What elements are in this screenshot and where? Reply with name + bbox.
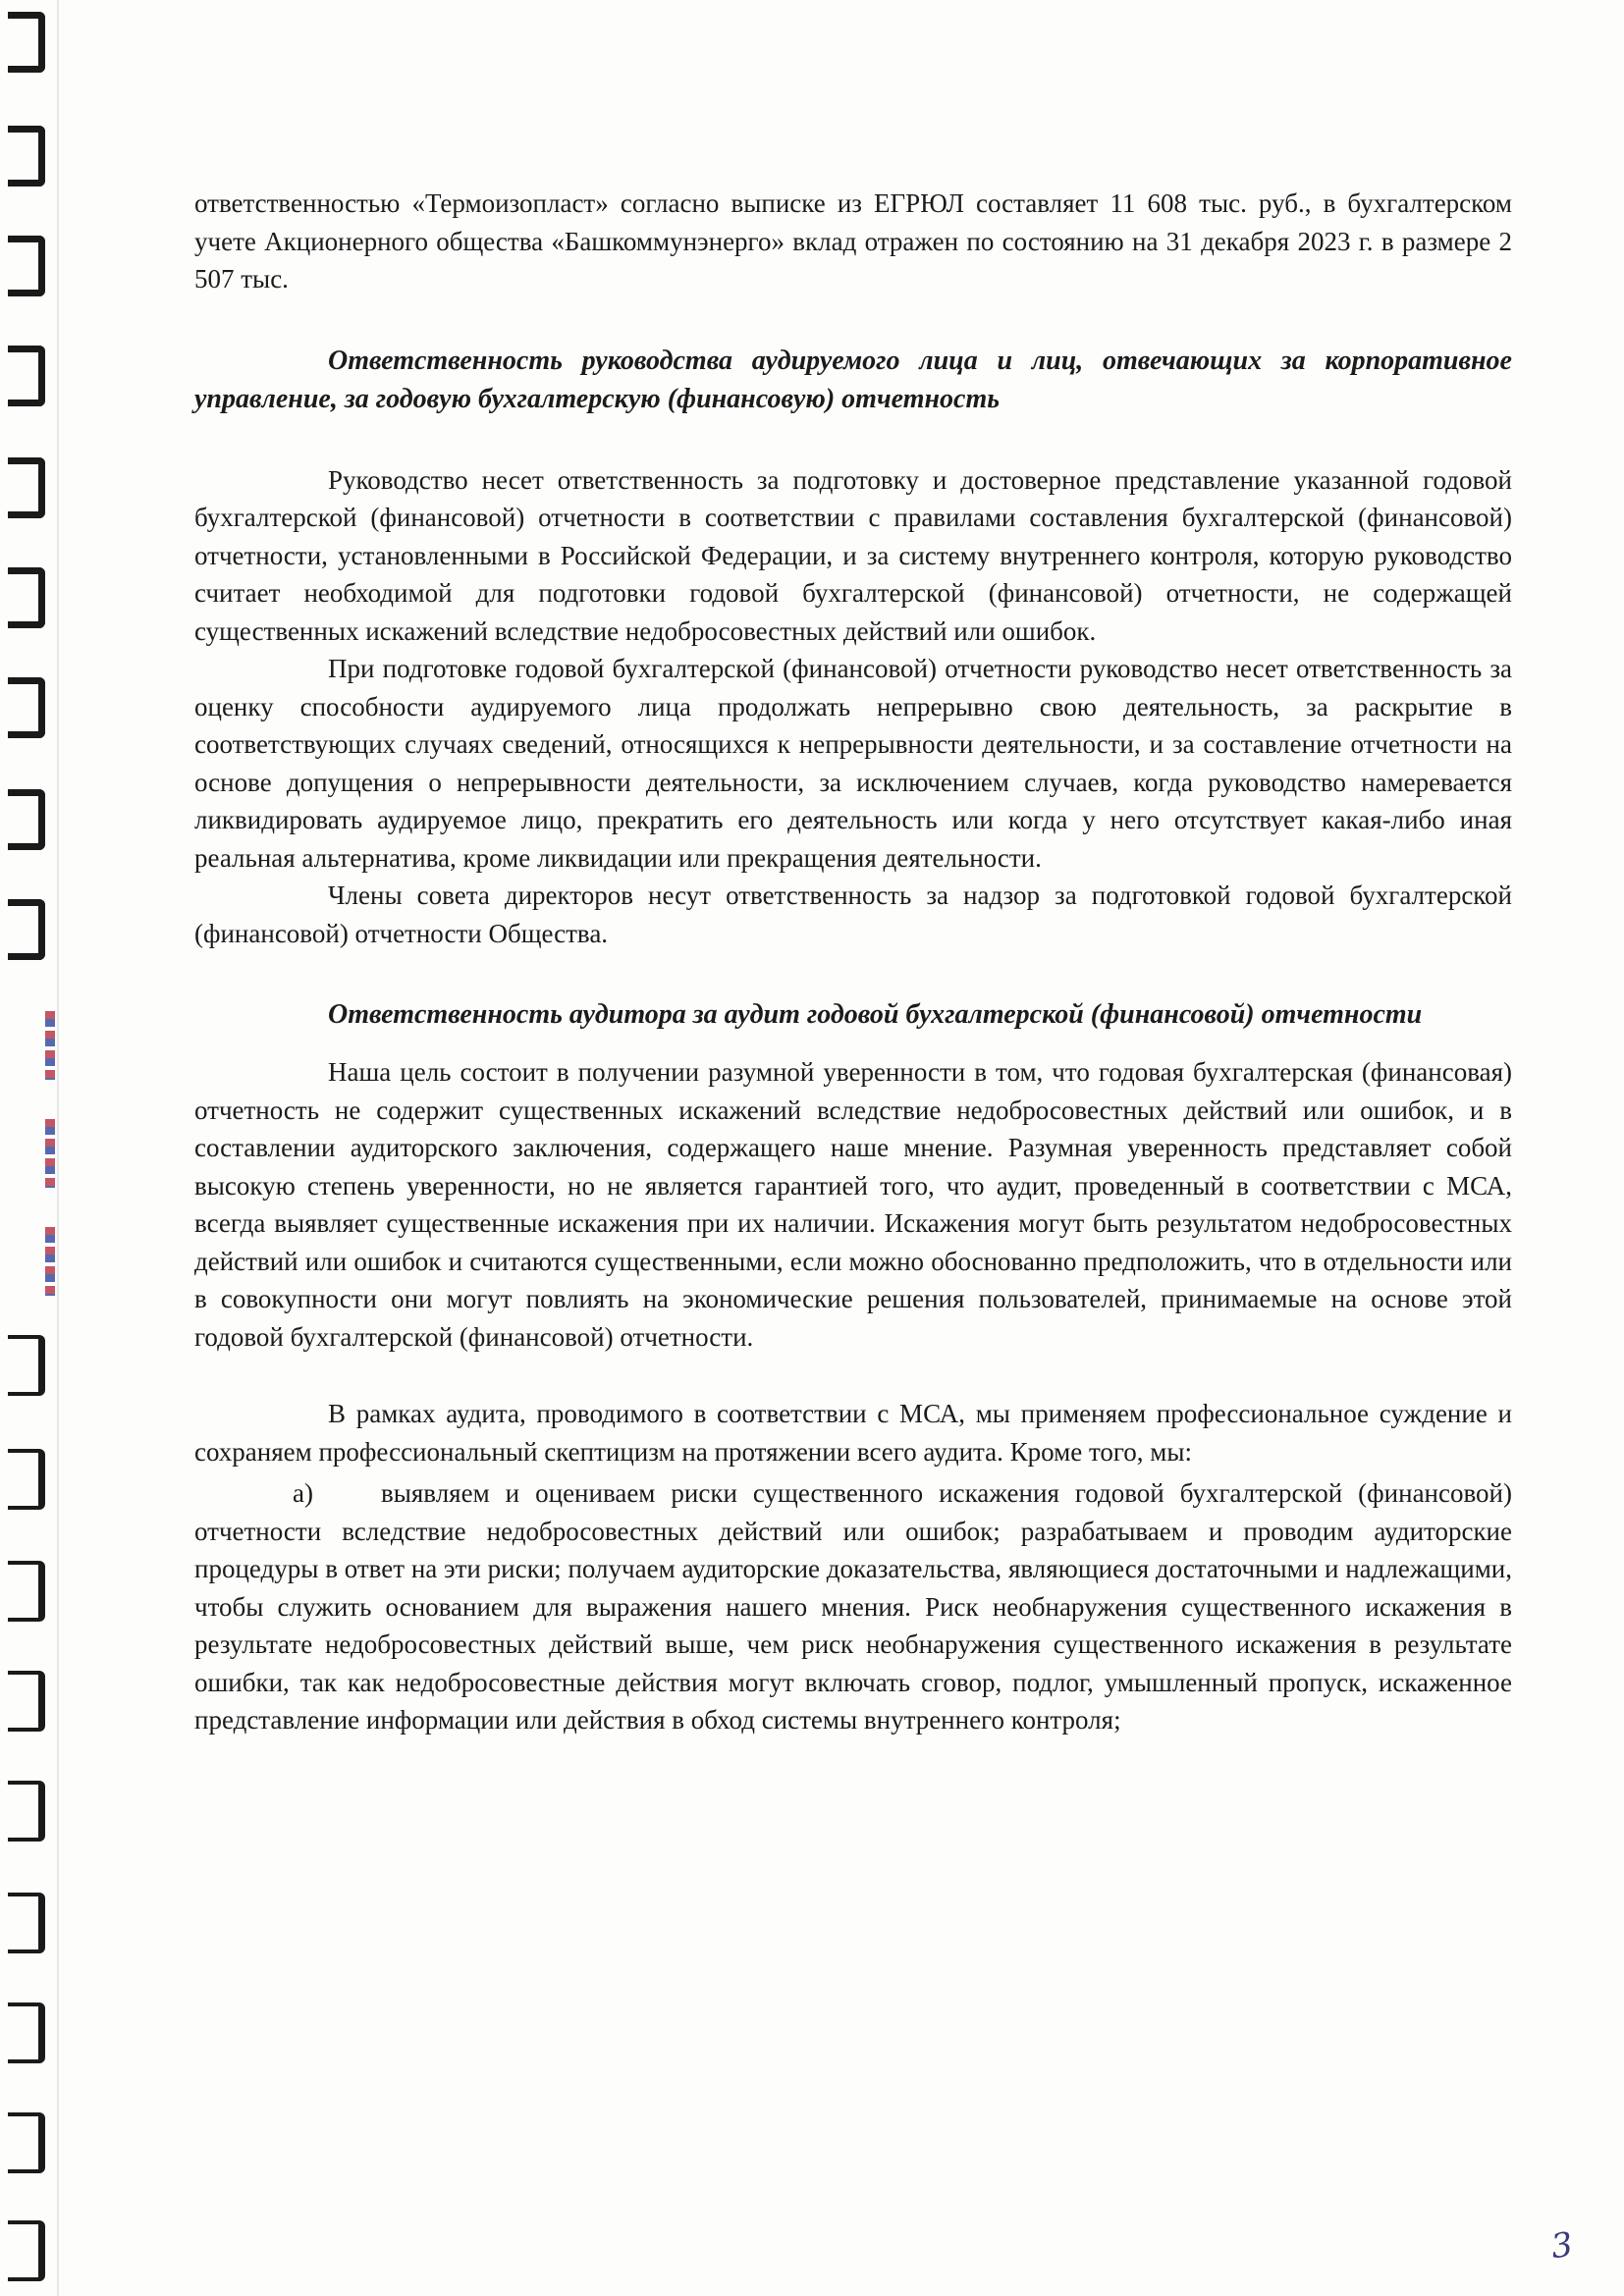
binding-ring (8, 2002, 45, 2063)
binding-color-strip (45, 1119, 55, 1188)
spiral-binding (0, 0, 69, 2296)
binding-ring (8, 1781, 45, 1842)
continuation-paragraph: ответственностью «Термоизопласт» согласно выписке из ЕГРЮЛ составляет 11 608 тыс. руб., в бухгалтерском учете Акционерного общества «Башкоммунэнерго» вклад отражен по состоянию на 31 декабря 2023 г. в размере 2 507 тыс. (194, 188, 1512, 294)
binding-ring (8, 1671, 45, 1732)
binding-ring (8, 2220, 45, 2281)
binding-ring (8, 677, 45, 738)
paragraph: Руководство несет ответственность за подготовку и достоверное представление указанной годовой бухгалтерской (финансовой) отчетности в соответствии с правилами составления бухгалтерской (финансовой) отчетности, установленными в Российской Федерации, и за систему внутреннего контроля, которую руководство считает необходимой для подготовки годовой бухгалтерской (финансовой) отчетности, не содержащей существенных искажений вследствие недобросовестных действий или ошибок. (194, 464, 1512, 646)
binding-ring (8, 789, 45, 850)
binding-ring (8, 126, 45, 187)
binding-color-strip (45, 1011, 55, 1080)
list-item-text: выявляем и оцениваем риски существенного искажения годовой бухгалтерской (финансовой) отчетности вследствие недобросовестных действий или ошибок; разрабатываем и проводим аудиторские процедуры в ответ на эти риски; получаем аудиторские доказательства, являющиеся достаточными и надлежащими, чтобы служить основанием для выражения нашего мнения. Риск необнаружения существенного искажения в результате недобросовестных действий выше, чем риск необнаружения существенного искажения в результате ошибки, так как недобросовестные действия могут включать сговор, подлог, умышленный пропуск, искаженное представление информации или действия в обход системы внутреннего контроля; (194, 1478, 1512, 1735)
binding-ring (8, 1561, 45, 1622)
section-heading-management-responsibility: Ответственность руководства аудируемого лица и лиц, отвечающих за корпоративное управление, за годовую бухгалтерскую (финансовую) отчетность (194, 345, 1512, 414)
binding-ring (8, 2112, 45, 2173)
binding-ring (8, 457, 45, 518)
binding-ring (8, 899, 45, 960)
binding-ring (8, 236, 45, 296)
binding-ring (8, 1893, 45, 1953)
paragraph: Члены совета директоров несут ответственность за надзор за подготовкой годовой бухгалтерской (финансовой) отчетности Общества. (194, 881, 1512, 948)
binding-ring (8, 1449, 45, 1510)
list-item (194, 1474, 1512, 1739)
page-number: 3 (1548, 2224, 1576, 2268)
binding-edge (57, 0, 59, 2296)
paragraph: При подготовке годовой бухгалтерской (финансовой) отчетности руководство несет ответственность за оценку способности аудируемого лица продолжать непрерывно свою деятельность, за раскрытие в соответствующих случаях сведений, относящихся к непрерывности деятельности, и за составление отчетности на основе допущения о непрерывности деятельности, за исключением случаев, когда руководство намеревается ликвидировать аудируемое лицо, прекратить его деятельность или когда у него отсутствует какая-либо иная реальная альтернатива, кроме ликвидации или прекращения деятельности. (194, 654, 1512, 873)
document-body (194, 185, 1512, 1739)
binding-ring (8, 12, 45, 73)
binding-ring (8, 346, 45, 406)
list-marker: а) (293, 1478, 313, 1508)
section-heading-auditor-responsibility: Ответственность аудитора за аудит годовой бухгалтерской (финансовой) отчетности (328, 999, 1423, 1030)
binding-color-strip (45, 1227, 55, 1296)
binding-ring (8, 567, 45, 628)
paragraph: Наша цель состоит в получении разумной уверенности в том, что годовая бухгалтерская (финансовая) отчетность не содержит существенных искажений вследствие недобросовестных действий или ошибок, и в составлении аудиторского заключения, содержащего наше мнение. Разумная уверенность представляет собой высокую степень уверенности, но не является гарантией того, что аудит, проведенный в соответствии с МСА, всегда выявляет существенные искажения при их наличии. Искажения могут быть результатом недобросовестных действий или ошибок и считаются существенными, если можно обоснованно предположить, что в отдельности или в совокупности они могут повлиять на экономические решения пользователей, принимаемые на основе этой годовой бухгалтерской (финансовой) отчетности. (194, 1057, 1512, 1352)
paragraph: В рамках аудита, проводимого в соответствии с МСА, мы применяем профессиональное суждение и сохраняем профессиональный скептицизм на протяжении всего аудита. Кроме того, мы: (194, 1399, 1512, 1467)
binding-ring (8, 1335, 45, 1396)
